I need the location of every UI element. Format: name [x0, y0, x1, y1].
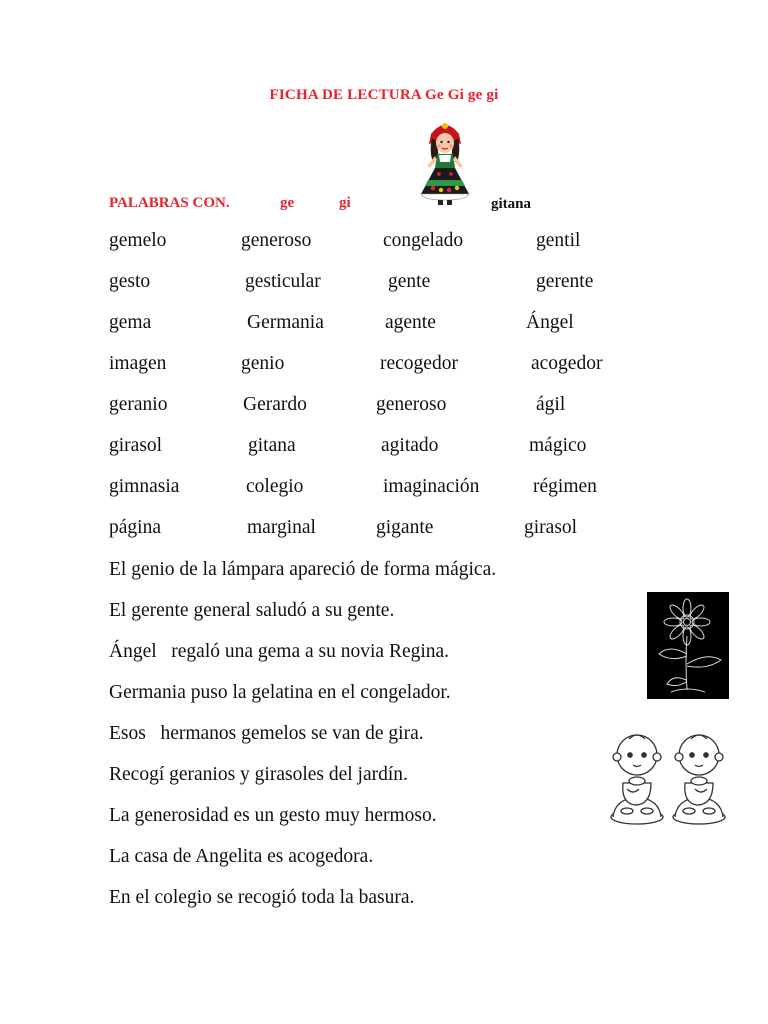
word-row	[0, 271, 768, 312]
word: página	[109, 517, 161, 538]
sentence: El gerente general saludó a su gente.	[109, 600, 395, 621]
sentence: Germania puso la gelatina en el congelador.	[109, 682, 451, 703]
word-row	[0, 394, 768, 435]
syllable-gi: gi	[339, 195, 351, 211]
word: gemelo	[109, 230, 167, 251]
word: generoso	[241, 230, 312, 251]
word: gesticular	[245, 271, 321, 292]
word: régimen	[533, 476, 597, 497]
word-row	[0, 476, 768, 517]
word: ágil	[536, 394, 566, 415]
sentence: Recogí geranios y girasoles del jardín.	[109, 764, 408, 785]
word: colegio	[246, 476, 304, 497]
doll-caption: gitana	[491, 196, 532, 212]
word: gente	[388, 271, 431, 292]
word: mágico	[529, 435, 587, 456]
word: gimnasia	[109, 476, 180, 497]
word: gesto	[109, 271, 151, 292]
word: gerente	[536, 271, 594, 292]
twin-babies-image	[605, 725, 731, 827]
word: imagen	[109, 353, 167, 374]
word-row	[0, 353, 768, 394]
word: agente	[385, 312, 436, 333]
page-title: FICHA DE LECTURA Ge Gi ge gi	[269, 87, 499, 103]
sentence: En el colegio se recogió toda la basura.	[109, 887, 415, 908]
word: acogedor	[531, 353, 603, 374]
gitana-doll-image	[413, 118, 477, 206]
word: imaginación	[383, 476, 480, 497]
word: gigante	[376, 517, 434, 538]
word: agitado	[381, 435, 439, 456]
word: Ángel	[526, 312, 574, 333]
word: marginal	[247, 517, 316, 538]
word: recogedor	[380, 353, 458, 374]
word: genio	[241, 353, 285, 374]
sentence: El genio de la lámpara apareció de forma mágica.	[109, 559, 497, 580]
palabras-label: PALABRAS CON.	[109, 195, 230, 211]
word: Gerardo	[243, 394, 307, 415]
sentence: La generosidad es un gesto muy hermoso.	[109, 805, 437, 826]
word: gentil	[536, 230, 581, 251]
sentence: La casa de Angelita es acogedora.	[109, 846, 374, 867]
word-row	[0, 230, 768, 271]
word-grid	[0, 230, 768, 558]
syllable-ge: ge	[280, 195, 295, 211]
sentence-list	[109, 559, 496, 928]
sentence: Esos hermanos gemelos se van de gira.	[109, 723, 424, 744]
word-row	[0, 312, 768, 353]
word: geranio	[109, 394, 168, 415]
word: girasol	[109, 435, 163, 456]
word: generoso	[376, 394, 447, 415]
word: congelado	[383, 230, 464, 251]
sunflower-image	[647, 592, 729, 699]
sentence: Ángel regaló una gema a su novia Regina.	[109, 641, 450, 662]
word: gema	[109, 312, 152, 333]
word-row	[0, 435, 768, 476]
word: gitana	[248, 435, 296, 456]
word: girasol	[524, 517, 578, 538]
word: Germania	[247, 312, 324, 333]
word-row	[0, 517, 768, 558]
